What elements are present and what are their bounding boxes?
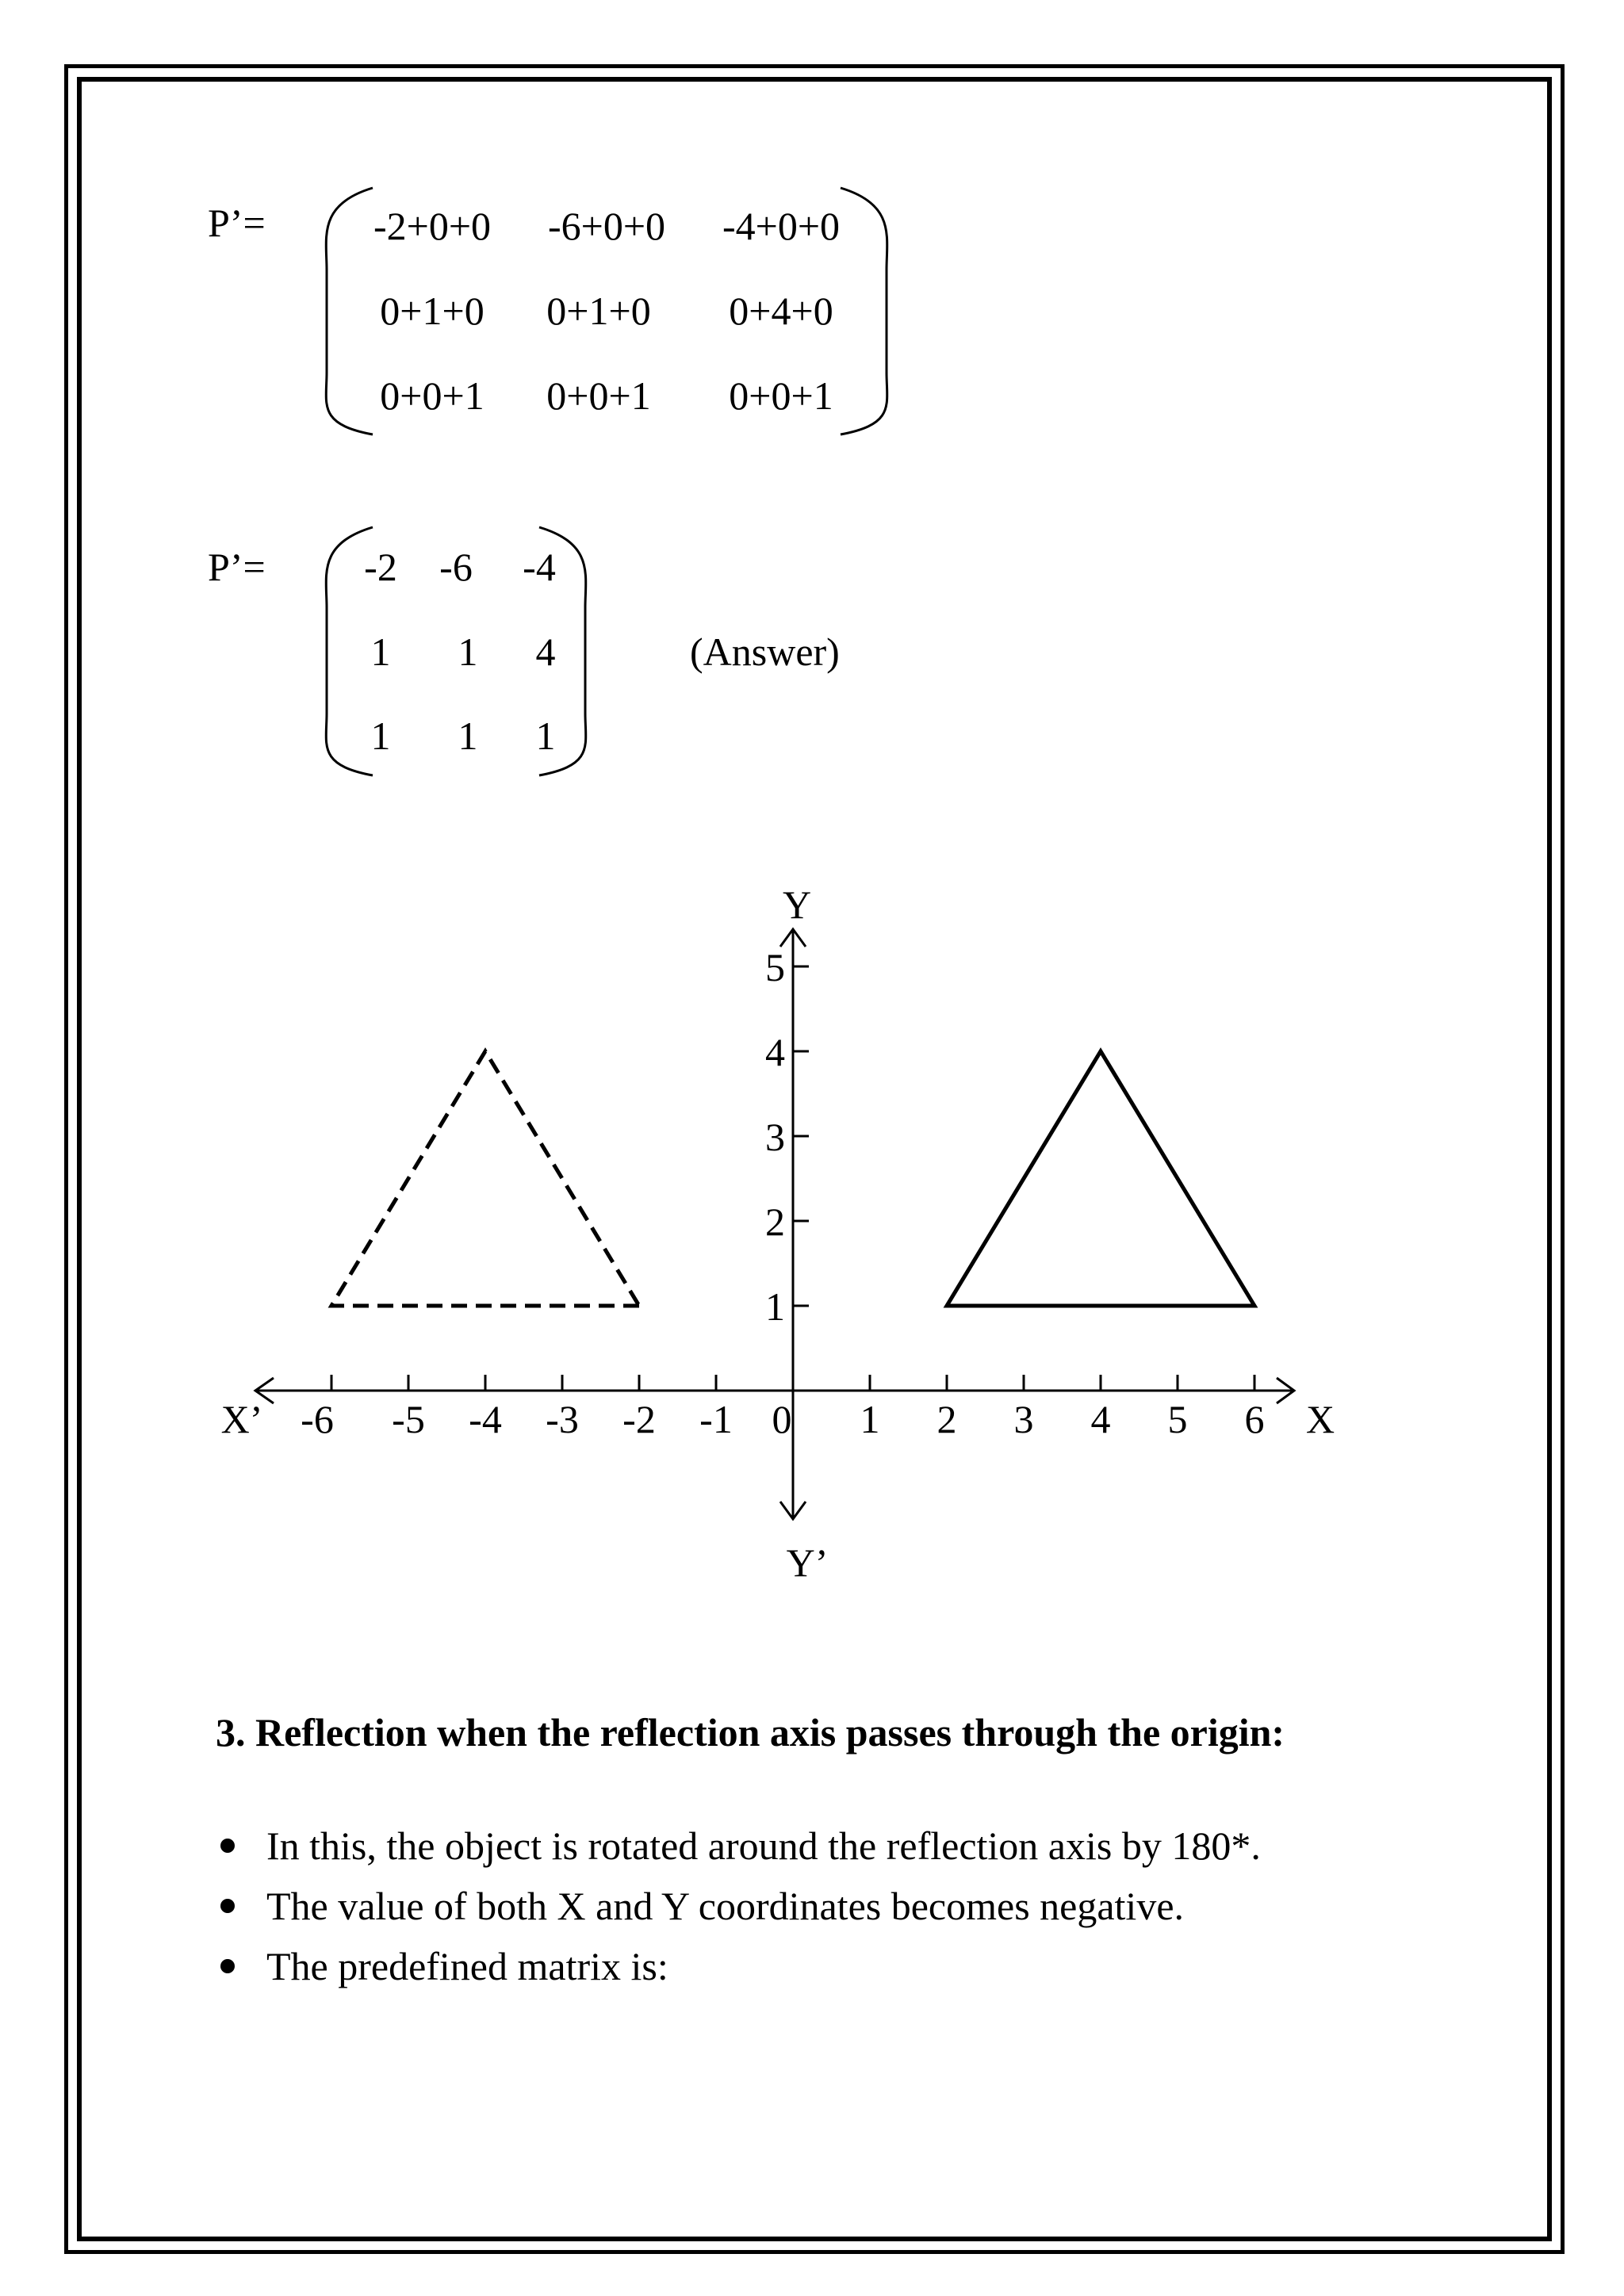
y-tick-label: 5 xyxy=(765,945,785,989)
bullet-item xyxy=(220,1816,1261,1876)
y-axis-label: Y xyxy=(782,882,812,927)
bullet-dot-icon xyxy=(220,1839,235,1853)
y-axis-negative-label: Y’ xyxy=(786,1540,829,1585)
matrix1-cell: 0+4+0 xyxy=(729,289,833,333)
matrix2-cell: -4 xyxy=(523,545,556,589)
matrix1-cell: -2+0+0 xyxy=(373,204,492,248)
matrix1-label: P’= xyxy=(208,201,266,245)
x-tick-label: 5 xyxy=(1167,1397,1188,1441)
y-tick-label: 3 xyxy=(765,1115,785,1159)
matrix2-cell: 1 xyxy=(370,714,391,758)
x-tick-label: -5 xyxy=(392,1397,425,1441)
x-tick-label: -6 xyxy=(301,1397,334,1441)
section-heading: 3. Reflection when the reflection axis passes through the origin: xyxy=(216,1710,1285,1755)
x-tick-label: 4 xyxy=(1090,1397,1111,1441)
matrix1-cell: 0+1+0 xyxy=(546,289,651,333)
matrix2-cell: 1 xyxy=(535,714,556,758)
x-tick-label: 1 xyxy=(860,1397,880,1441)
matrix1-cell: 0+0+1 xyxy=(729,373,833,418)
bullet-dot-icon xyxy=(220,1899,235,1913)
matrix1-cell: 0+1+0 xyxy=(380,289,485,333)
x-axis-label: X xyxy=(1305,1397,1335,1441)
matrix2-cell: -6 xyxy=(439,545,473,589)
matrix2-label: P’= xyxy=(208,545,266,589)
answer-note: (Answer) xyxy=(690,629,840,674)
x-tick-label: -4 xyxy=(469,1397,502,1441)
matrix2-cell: -2 xyxy=(364,545,397,589)
bullet-text: In this, the object is rotated around the reflection axis by 180*. xyxy=(266,1823,1261,1868)
y-tick-label: 4 xyxy=(765,1030,785,1074)
matrix1-cell: -6+0+0 xyxy=(547,204,666,248)
matrix1-cell: 0+0+1 xyxy=(546,373,651,418)
bullet-text: The value of both X and Y coordinates becomes negative. xyxy=(266,1884,1185,1928)
matrix2-cell: 1 xyxy=(458,629,478,674)
y-tick-label: 1 xyxy=(765,1284,785,1329)
bullet-item xyxy=(220,1876,1261,1936)
x-tick-label: -2 xyxy=(622,1397,656,1441)
matrix1-cell: 0+0+1 xyxy=(380,373,485,418)
matrix2-cell: 1 xyxy=(458,714,478,758)
x-tick-label: 2 xyxy=(936,1397,957,1441)
x-tick-label: -1 xyxy=(699,1397,733,1441)
bullet-dot-icon xyxy=(220,1959,235,1973)
bullet-text: The predefined matrix is: xyxy=(266,1944,668,1988)
matrix2-cell: 1 xyxy=(370,629,391,674)
x-tick-label: 6 xyxy=(1244,1397,1265,1441)
bullet-item xyxy=(220,1936,1261,1996)
matrix1-cell: -4+0+0 xyxy=(722,204,841,248)
x-tick-label: -3 xyxy=(546,1397,579,1441)
x-tick-label: 3 xyxy=(1013,1397,1034,1441)
matrix2-cell: 4 xyxy=(535,629,556,674)
y-tick-label: 2 xyxy=(765,1200,785,1244)
x-tick-label: 0 xyxy=(772,1397,792,1441)
x-axis-negative-label: X’ xyxy=(220,1397,263,1441)
bullet-list xyxy=(220,1816,1261,1996)
